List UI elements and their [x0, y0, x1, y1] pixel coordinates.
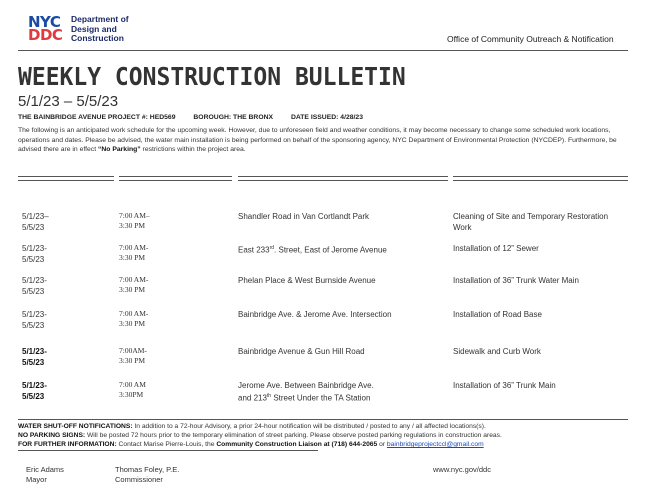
- footer-divider: [18, 419, 628, 420]
- column-rule-date-2: [18, 180, 114, 181]
- row-work: Cleaning of Site and Temporary Restoration Work: [453, 212, 609, 232]
- row-time: 7:00 AM- 3:30 PM: [119, 275, 149, 294]
- no-parking-note: NO PARKING SIGNS: Will be posted 72 hours prior to the temporary elimination of street parking. Please observe posted parking regulations in construction areas.: [18, 432, 502, 439]
- row-location: Bainbridge Avenue & Gun Hill Road: [238, 347, 365, 356]
- no-parking-emphasis: “No Parking”: [97, 146, 141, 154]
- nyc-ddc-logo: [28, 15, 66, 43]
- row-time: 7:00 AM– 3:30 PM: [119, 211, 150, 230]
- dept-line-2: Design and: [71, 23, 117, 34]
- column-rule-date: [18, 176, 114, 177]
- dept-line-3: Construction: [71, 33, 124, 43]
- row-work: Sidewalk and Curb Work: [453, 347, 541, 356]
- row-date: 5/1/23- 5/5/23: [22, 310, 47, 330]
- row-date: 5/1/23- 5/5/23: [22, 347, 47, 367]
- row-location: Jerome Ave. Between Bainbridge Ave. and 213th Street Under the TA Station: [238, 381, 374, 403]
- bulletin-title: WEEKLY CONSTRUCTION BULLETIN: [18, 62, 406, 91]
- mayor-signature: Eric Adams Mayor: [26, 465, 64, 484]
- row-work: Installation of Road Base: [453, 310, 542, 319]
- intro-paragraph: [18, 126, 624, 155]
- column-rule-work: [453, 176, 628, 177]
- project-number: THE BAINBRIDGE AVENUE PROJECT #: HED569: [18, 114, 176, 121]
- water-shutoff-note: WATER SHUT-OFF NOTIFICATIONS: In addition to a 72-hour Advisory, a prior 24-hour notification will be distributed / posted to any / all affected locations(s).: [18, 423, 486, 430]
- row-time: 7:00AM- 3:30 PM: [119, 346, 147, 365]
- dept-line-1: Department of: [71, 14, 129, 24]
- office-name: Office of Community Outreach & Notification: [447, 34, 614, 44]
- column-rule-location: [238, 176, 448, 177]
- column-rule-work-2: [453, 180, 628, 181]
- row-date: 5/1/23- 5/5/23: [22, 276, 47, 296]
- row-work: Installation of 36” Trunk Main: [453, 381, 556, 390]
- row-time: 7:00 AM 3:30PM: [119, 380, 146, 399]
- intro-text-2: restrictions within the project area.: [140, 146, 246, 154]
- row-date: 5/1/23- 5/5/23: [22, 244, 47, 264]
- website-link[interactable]: www.nyc.gov/ddc: [433, 465, 491, 474]
- row-work: Installation of 12” Sewer: [453, 244, 539, 253]
- department-name: [71, 15, 129, 44]
- row-time: 7:00 AM- 3:30 PM: [119, 243, 149, 262]
- footer-divider-2: [18, 450, 318, 451]
- borough: BOROUGH: THE BRONX: [193, 114, 274, 121]
- bulletin-date-range: 5/1/23 – 5/5/23: [18, 93, 119, 110]
- row-location: Bainbridge Ave. & Jerome Ave. Intersection: [238, 310, 392, 319]
- date-issued: DATE ISSUED: 4/28/23: [290, 114, 363, 121]
- logo-ddc: DDC: [28, 26, 63, 44]
- row-location: Phelan Place & West Burnside Avenue: [238, 276, 376, 285]
- column-rule-time: [119, 176, 232, 177]
- row-work: Installation of 36” Trunk Water Main: [453, 276, 579, 285]
- liaison-email-link[interactable]: bainbridgeprojectccl@gmail.com: [386, 441, 484, 448]
- intro-text-1: The following is an anticipated work schedule for the upcoming week. However, due to unforeseen field and weather conditions, it may become necessary to change some scheduled work locations, operations and dates. Please be advised, the water main installation is being performed on behalf of the sponsoring agency, NYC Department of Environmental Protection (NYCDEP). Furthermore, be advised there are in effect: [18, 127, 617, 154]
- column-rule-time-2: [119, 180, 232, 181]
- row-date: 5/1/23– 5/5/23: [22, 212, 49, 232]
- row-time: 7:00 AM- 3:30 PM: [119, 309, 149, 328]
- row-date: 5/1/23- 5/5/23: [22, 381, 47, 401]
- row-location: Shandler Road in Van Cortlandt Park: [238, 212, 370, 221]
- further-info-note: FOR FURTHER INFORMATION: Contact Marise Pierre-Louis, the Community Construction Liaison at (718) 644-2065 or bainbridgeprojectccl@gmail.com: [18, 441, 484, 448]
- header-divider: [18, 50, 628, 51]
- column-rule-location-2: [238, 180, 448, 181]
- row-location: East 233rd. Street, East of Jerome Avenue: [238, 245, 387, 255]
- logo-nyc: NYC: [28, 13, 61, 31]
- project-info: [18, 114, 379, 121]
- commissioner-signature: Thomas Foley, P.E. Commissioner: [115, 465, 180, 484]
